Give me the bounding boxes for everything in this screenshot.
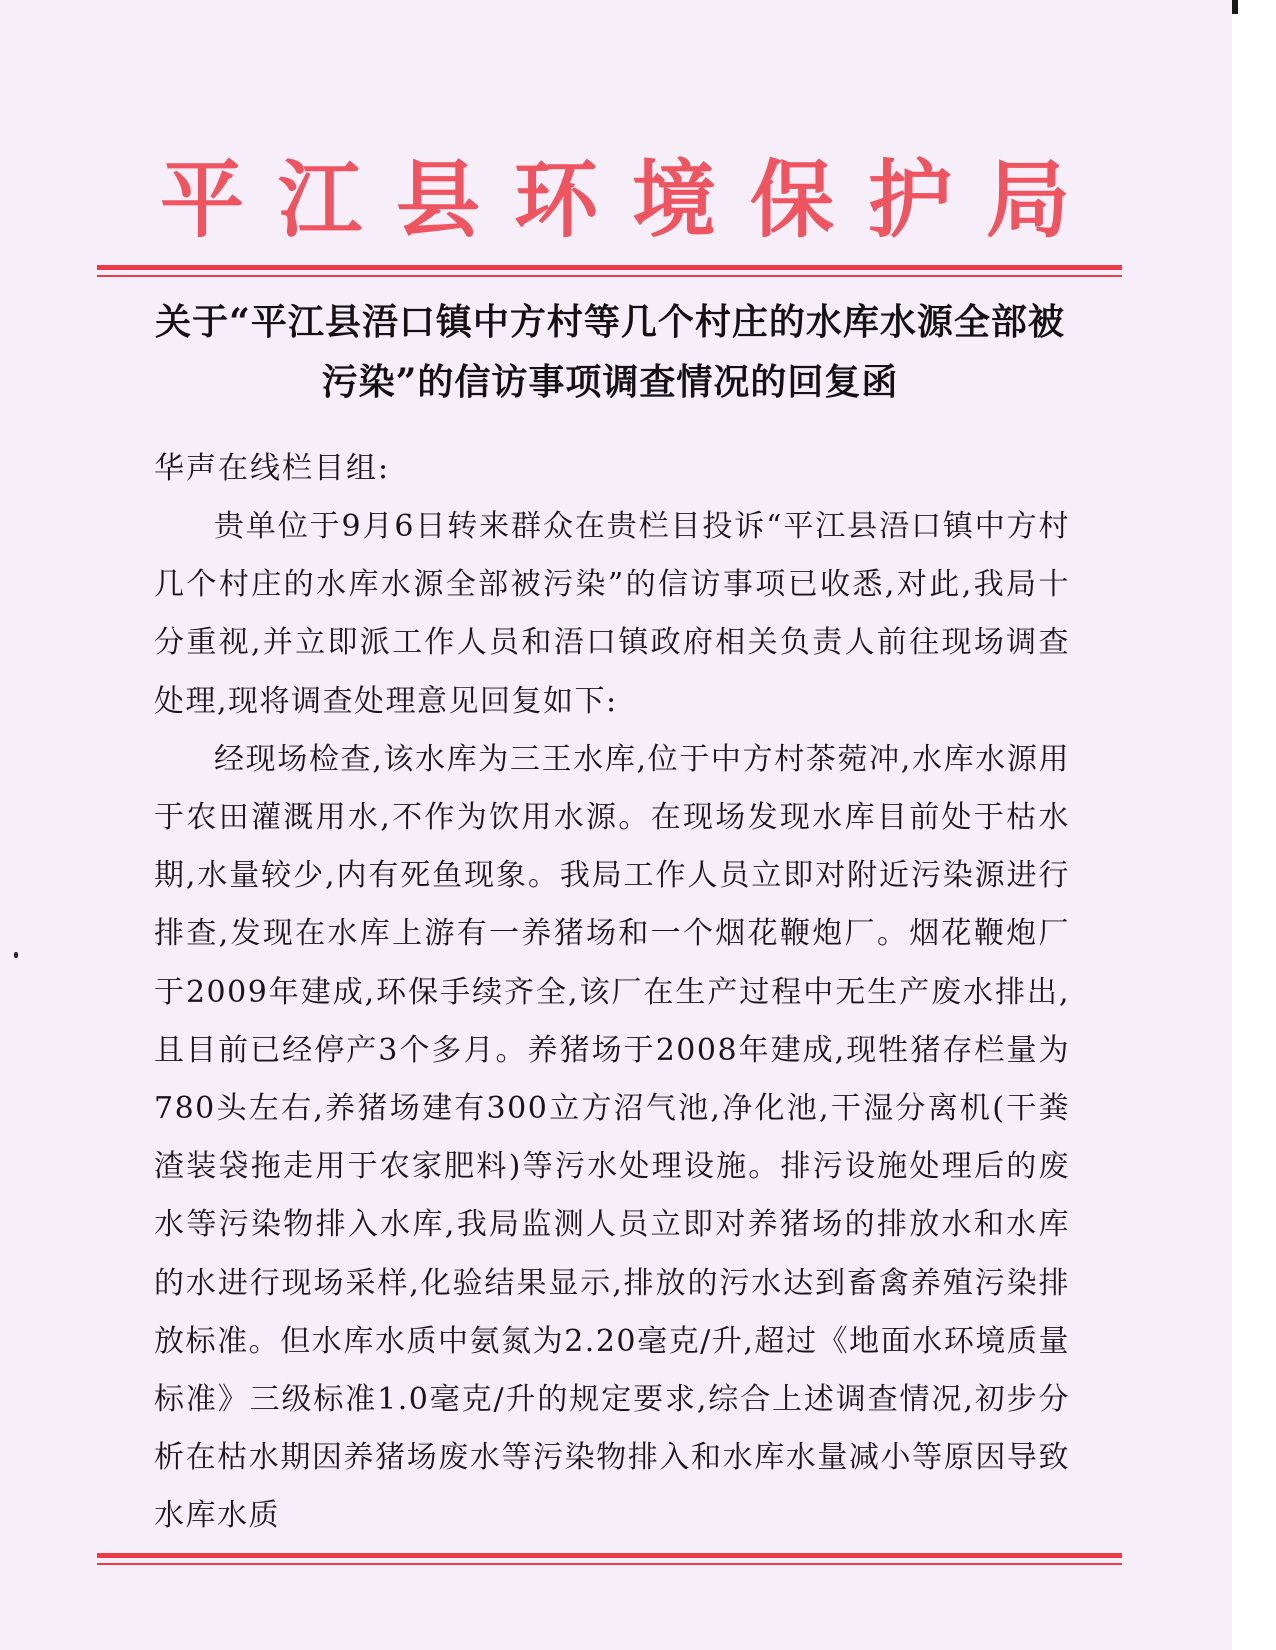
- salutation: 华声在线栏目组:: [154, 451, 391, 486]
- scan-speck: [14, 952, 18, 958]
- header-red-rule-thin: [97, 275, 1122, 277]
- letterhead-issuer: 平江县环境保护局: [160, 150, 1105, 249]
- header-red-rule-thick: [97, 265, 1122, 270]
- body-paragraph-1: 贵单位于9月6日转来群众在贵栏目投诉“平江县浯口镇中方村几个村庄的水库水源全部被污染”的信访事项已收悉,对此,我局十分重视,并立即派工作人员和浯口镇政府相关负责人前往现场调查处理,现将调查处理意见回复如下:: [154, 509, 1070, 719]
- document-body: [154, 440, 1070, 1546]
- scan-margin: [1232, 0, 1276, 1650]
- document-title-line-2: 污染”的信访事项调查情况的回复函: [321, 361, 899, 403]
- footer-red-rule-thick: [97, 1553, 1122, 1558]
- document-title-line-1: 关于“平江县浯口镇中方村等几个村庄的水库水源全部被: [155, 301, 1065, 343]
- document-title: [140, 292, 1080, 412]
- footer-red-rule-thin: [97, 1563, 1122, 1565]
- scan-crop-mark: [1232, 0, 1238, 14]
- body-paragraph-2: 经现场检查,该水库为三王水库,位于中方村茶菀冲,水库水源用于农田灌溉用水,不作为饮用水源。在现场发现水库目前处于枯水期,水量较少,内有死鱼现象。我局工作人员立即对附近污染源进行排查,发现在水库上游有一养猪场和一个烟花鞭炮厂。烟花鞭炮厂于2009年建成,环保手续齐全,该厂在生产过程中无生产废水排出,且目前已经停产3个多月。养猪场于2008年建成,现牲猪存栏量为780头左右,养猪场建有300立方沼气池,净化池,干湿分离机(干粪渣装袋拖走用于农家肥料)等污水处理设施。排污设施处理后的废水等污染物排入水库,我局监测人员立即对养猪场的排放水和水库的水进行现场采样,化验结果显示,排放的污水达到畜禽养殖污染排放标准。但水库水质中氨氮为2.20毫克/升,超过《地面水环境质量标准》三级标准1.0毫克/升的规定要求,综合上述调查情况,初步分析在枯水期因养猪场废水等污染物排入和水库水量减小等原因导致水库水质: [154, 741, 1070, 1534]
